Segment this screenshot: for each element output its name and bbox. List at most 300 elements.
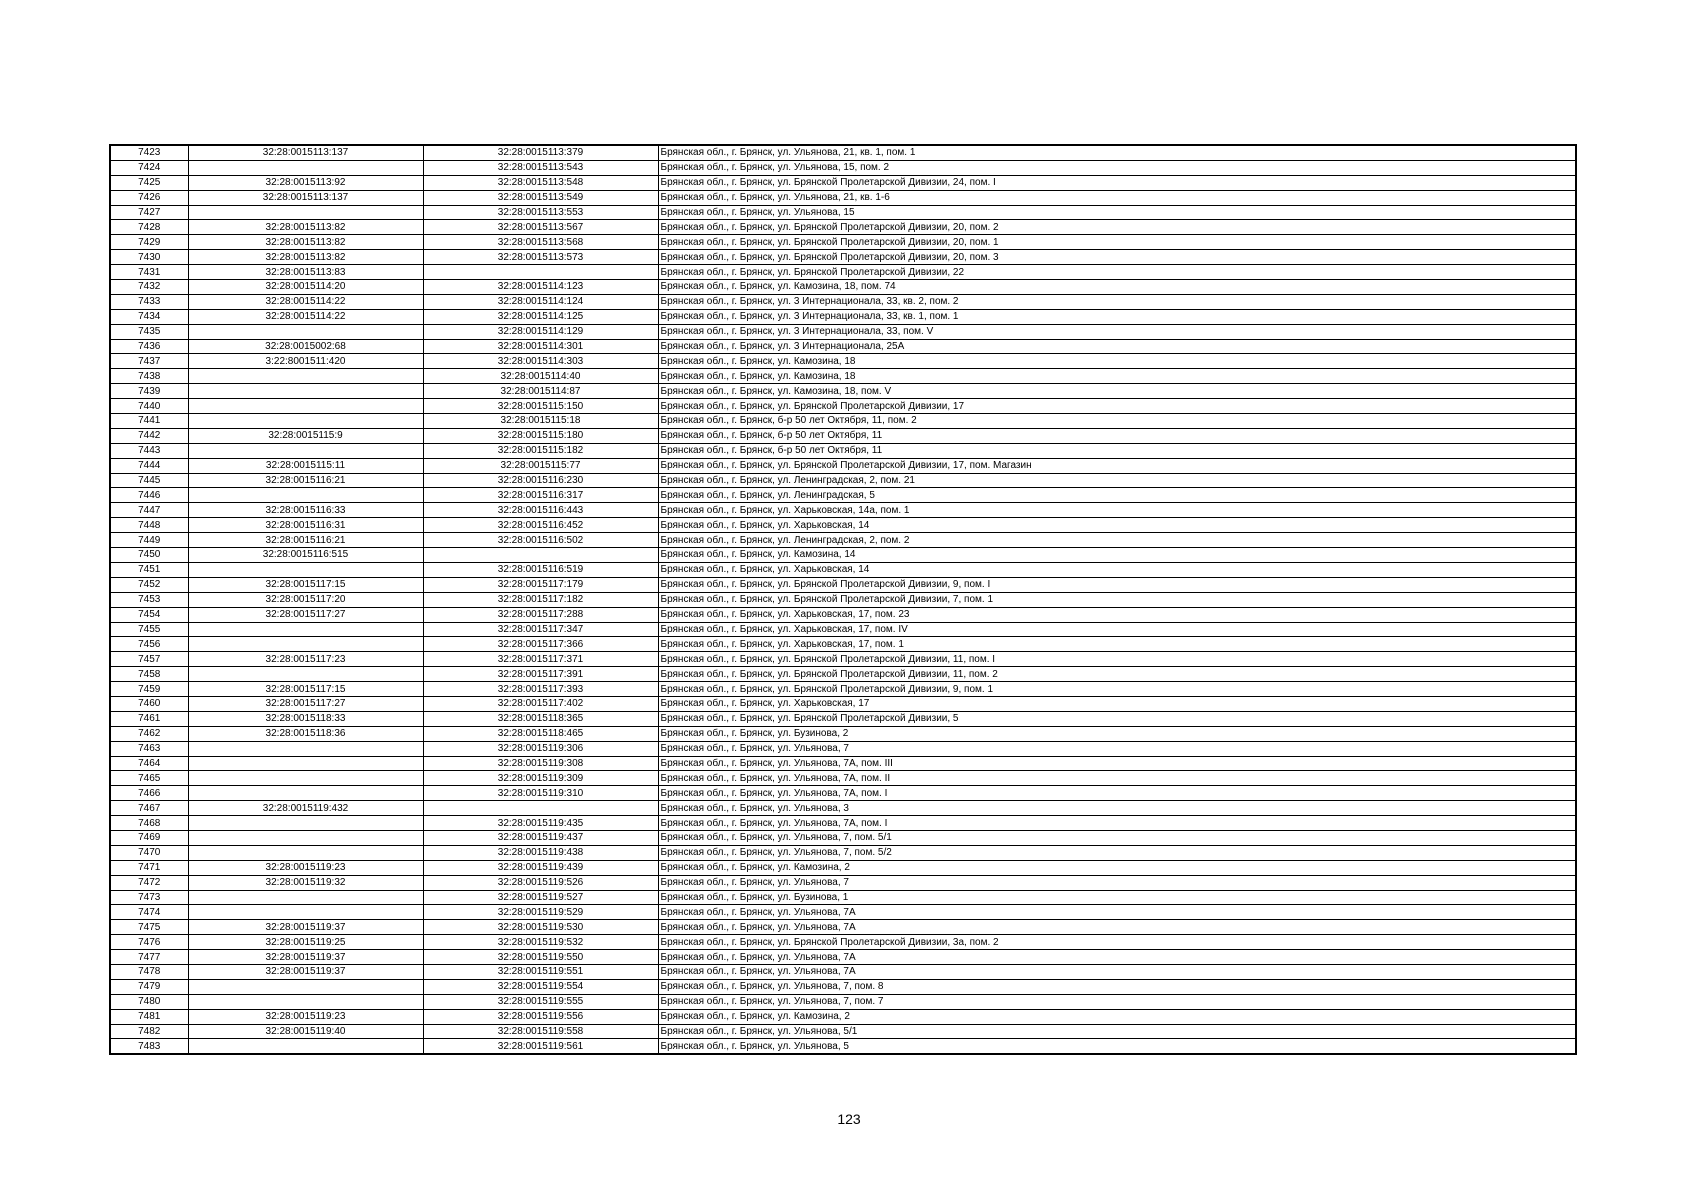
address-cell: Брянская обл., г. Брянск, ул. Харьковская, 17: [658, 696, 1576, 711]
cadastral-number-cell: 32:28:0015114:125: [423, 309, 658, 324]
table-row: [110, 280, 1576, 295]
address-cell: Брянская обл., г. Брянск, ул. 3 Интернационала, 33, пом. V: [658, 324, 1576, 339]
table-row: [110, 160, 1576, 175]
cadastral-number-cell: 32:28:0015117:288: [423, 607, 658, 622]
parent-cadastral-number-cell: [188, 622, 423, 637]
table-row: [110, 548, 1576, 563]
parent-cadastral-number-cell: 32:28:0015113:82: [188, 250, 423, 265]
cadastral-number-cell: 32:28:0015119:309: [423, 771, 658, 786]
row-number-cell: 7476: [110, 935, 188, 950]
table-row: [110, 771, 1576, 786]
parent-cadastral-number-cell: 32:28:0015115:11: [188, 458, 423, 473]
parent-cadastral-number-cell: [188, 994, 423, 1009]
parent-cadastral-number-cell: [188, 771, 423, 786]
parent-cadastral-number-cell: [188, 816, 423, 831]
row-number-cell: 7455: [110, 622, 188, 637]
cadastral-number-cell: 32:28:0015113:549: [423, 190, 658, 205]
table-row: [110, 726, 1576, 741]
row-number-cell: 7481: [110, 1009, 188, 1024]
cadastral-number-cell: 32:28:0015114:124: [423, 294, 658, 309]
table-row: [110, 458, 1576, 473]
table-row: [110, 577, 1576, 592]
registry-table: [109, 144, 1577, 1055]
cadastral-number-cell: 32:28:0015119:526: [423, 875, 658, 890]
table-row: [110, 1039, 1576, 1054]
cadastral-number-cell: 32:28:0015119:555: [423, 994, 658, 1009]
cadastral-number-cell: 32:28:0015119:532: [423, 935, 658, 950]
table-row: [110, 294, 1576, 309]
parent-cadastral-number-cell: 32:28:0015119:23: [188, 1009, 423, 1024]
row-number-cell: 7469: [110, 830, 188, 845]
table-row: [110, 801, 1576, 816]
address-cell: Брянская обл., г. Брянск, б-р 50 лет Октября, 11: [658, 428, 1576, 443]
address-cell: Брянская обл., г. Брянск, ул. Камозина, 18: [658, 354, 1576, 369]
address-cell: Брянская обл., г. Брянск, ул. 3 Интернационала, 33, кв. 2, пом. 2: [658, 294, 1576, 309]
cadastral-number-cell: 32:28:0015114:303: [423, 354, 658, 369]
parent-cadastral-number-cell: 3:22:8001511:420: [188, 354, 423, 369]
address-cell: Брянская обл., г. Брянск, ул. Ленинградская, 2, пом. 21: [658, 473, 1576, 488]
address-cell: Брянская обл., г. Брянск, ул. 3 Интернационала, 25А: [658, 339, 1576, 354]
address-cell: Брянская обл., г. Брянск, ул. Ульянова, 21, кв. 1-6: [658, 190, 1576, 205]
table-row: [110, 905, 1576, 920]
cadastral-number-cell: 32:28:0015116:230: [423, 473, 658, 488]
parent-cadastral-number-cell: [188, 488, 423, 503]
parent-cadastral-number-cell: [188, 443, 423, 458]
table-row: [110, 622, 1576, 637]
address-cell: Брянская обл., г. Брянск, ул. Брянской Пролетарской Дивизии, 9, пом. I: [658, 577, 1576, 592]
row-number-cell: 7438: [110, 369, 188, 384]
parent-cadastral-number-cell: 32:28:0015117:20: [188, 592, 423, 607]
table-row: [110, 890, 1576, 905]
address-cell: Брянская обл., г. Брянск, ул. Камозина, 2: [658, 1009, 1576, 1024]
address-cell: Брянская обл., г. Брянск, ул. Брянской Пролетарской Дивизии, 11, пом. 2: [658, 667, 1576, 682]
table-row: [110, 473, 1576, 488]
parent-cadastral-number-cell: 32:28:0015117:15: [188, 682, 423, 697]
parent-cadastral-number-cell: 32:28:0015114:22: [188, 309, 423, 324]
cadastral-number-cell: 32:28:0015113:548: [423, 175, 658, 190]
address-cell: Брянская обл., г. Брянск, ул. Камозина, 14: [658, 548, 1576, 563]
address-cell: Брянская обл., г. Брянск, ул. Харьковская, 17, пом. IV: [658, 622, 1576, 637]
address-cell: Брянская обл., г. Брянск, ул. Бузинова, 2: [658, 726, 1576, 741]
address-cell: Брянская обл., г. Брянск, ул. Брянской Пролетарской Дивизии, 17: [658, 399, 1576, 414]
table-row: [110, 964, 1576, 979]
cadastral-number-cell: 32:28:0015113:379: [423, 145, 658, 160]
address-cell: Брянская обл., г. Брянск, ул. Брянской Пролетарской Дивизии, 22: [658, 265, 1576, 280]
row-number-cell: 7448: [110, 518, 188, 533]
row-number-cell: 7454: [110, 607, 188, 622]
cadastral-number-cell: 32:28:0015116:502: [423, 533, 658, 548]
parent-cadastral-number-cell: [188, 1039, 423, 1054]
cadastral-number-cell: 32:28:0015117:371: [423, 652, 658, 667]
address-cell: Брянская обл., г. Брянск, ул. Харьковская, 14а, пом. 1: [658, 503, 1576, 518]
parent-cadastral-number-cell: [188, 786, 423, 801]
table-row: [110, 950, 1576, 965]
address-cell: Брянская обл., г. Брянск, ул. Камозина, 18, пом. V: [658, 384, 1576, 399]
table-row: [110, 592, 1576, 607]
cadastral-number-cell: 32:28:0015113:567: [423, 220, 658, 235]
address-cell: Брянская обл., г. Брянск, ул. Ульянова, 7А: [658, 920, 1576, 935]
row-number-cell: 7437: [110, 354, 188, 369]
cadastral-number-cell: 32:28:0015119:554: [423, 979, 658, 994]
cadastral-number-cell: 32:28:0015117:182: [423, 592, 658, 607]
address-cell: Брянская обл., г. Брянск, ул. Брянской Пролетарской Дивизии, 20, пом. 3: [658, 250, 1576, 265]
parent-cadastral-number-cell: 32:28:0015116:21: [188, 533, 423, 548]
row-number-cell: 7459: [110, 682, 188, 697]
cadastral-number-cell: 32:28:0015119:439: [423, 860, 658, 875]
parent-cadastral-number-cell: [188, 890, 423, 905]
row-number-cell: 7426: [110, 190, 188, 205]
row-number-cell: 7433: [110, 294, 188, 309]
parent-cadastral-number-cell: [188, 905, 423, 920]
row-number-cell: 7466: [110, 786, 188, 801]
cadastral-number-cell: 32:28:0015117:347: [423, 622, 658, 637]
table-row: [110, 935, 1576, 950]
table-row: [110, 250, 1576, 265]
cadastral-number-cell: 32:28:0015116:452: [423, 518, 658, 533]
cadastral-number-cell: 32:28:0015114:40: [423, 369, 658, 384]
row-number-cell: 7427: [110, 205, 188, 220]
address-cell: Брянская обл., г. Брянск, ул. Ульянова, 5: [658, 1039, 1576, 1054]
address-cell: Брянская обл., г. Брянск, ул. Ульянова, 7А: [658, 964, 1576, 979]
row-number-cell: 7483: [110, 1039, 188, 1054]
address-cell: Брянская обл., г. Брянск, ул. Брянской Пролетарской Дивизии, 20, пом. 2: [658, 220, 1576, 235]
parent-cadastral-number-cell: [188, 756, 423, 771]
parent-cadastral-number-cell: [188, 830, 423, 845]
row-number-cell: 7428: [110, 220, 188, 235]
cadastral-number-cell: [423, 548, 658, 563]
parent-cadastral-number-cell: 32:28:0015116:515: [188, 548, 423, 563]
cadastral-number-cell: 32:28:0015116:519: [423, 562, 658, 577]
row-number-cell: 7435: [110, 324, 188, 339]
address-cell: Брянская обл., г. Брянск, ул. Ульянова, 7, пом. 5/1: [658, 830, 1576, 845]
parent-cadastral-number-cell: 32:28:0015119:432: [188, 801, 423, 816]
parent-cadastral-number-cell: [188, 324, 423, 339]
table-row: [110, 235, 1576, 250]
address-cell: Брянская обл., г. Брянск, ул. Брянской Пролетарской Дивизии, 9, пом. 1: [658, 682, 1576, 697]
row-number-cell: 7447: [110, 503, 188, 518]
parent-cadastral-number-cell: 32:28:0015119:25: [188, 935, 423, 950]
table-row: [110, 414, 1576, 429]
parent-cadastral-number-cell: 32:28:0015119:37: [188, 950, 423, 965]
parent-cadastral-number-cell: [188, 667, 423, 682]
table-row: [110, 860, 1576, 875]
parent-cadastral-number-cell: 32:28:0015113:83: [188, 265, 423, 280]
address-cell: Брянская обл., г. Брянск, ул. Брянской Пролетарской Дивизии, 7, пом. 1: [658, 592, 1576, 607]
address-cell: Брянская обл., г. Брянск, ул. Ульянова, 3: [658, 801, 1576, 816]
cadastral-number-cell: 32:28:0015119:308: [423, 756, 658, 771]
cadastral-number-cell: 32:28:0015117:393: [423, 682, 658, 697]
parent-cadastral-number-cell: 32:28:0015113:92: [188, 175, 423, 190]
table-row: [110, 562, 1576, 577]
address-cell: Брянская обл., г. Брянск, ул. Ульянова, 7: [658, 741, 1576, 756]
cadastral-number-cell: 32:28:0015114:123: [423, 280, 658, 295]
cadastral-number-cell: 32:28:0015117:402: [423, 696, 658, 711]
table-row: [110, 741, 1576, 756]
address-cell: Брянская обл., г. Брянск, ул. Брянской Пролетарской Дивизии, 11, пом. I: [658, 652, 1576, 667]
parent-cadastral-number-cell: [188, 160, 423, 175]
address-cell: Брянская обл., г. Брянск, ул. Брянской Пролетарской Дивизии, 3а, пом. 2: [658, 935, 1576, 950]
address-cell: Брянская обл., г. Брянск, ул. Ульянова, 7А: [658, 905, 1576, 920]
address-cell: Брянская обл., г. Брянск, ул. Ульянова, 7, пом. 5/2: [658, 845, 1576, 860]
page-number: 123: [837, 1111, 861, 1127]
cadastral-number-cell: [423, 265, 658, 280]
row-number-cell: 7432: [110, 280, 188, 295]
row-number-cell: 7458: [110, 667, 188, 682]
table-row: [110, 816, 1576, 831]
cadastral-number-cell: 32:28:0015117:366: [423, 637, 658, 652]
address-cell: Брянская обл., г. Брянск, ул. Ульянова, 7, пом. 7: [658, 994, 1576, 1009]
cadastral-number-cell: 32:28:0015119:561: [423, 1039, 658, 1054]
parent-cadastral-number-cell: [188, 369, 423, 384]
parent-cadastral-number-cell: 32:28:0015117:23: [188, 652, 423, 667]
table-row: [110, 607, 1576, 622]
parent-cadastral-number-cell: 32:28:0015118:33: [188, 711, 423, 726]
table-row: [110, 979, 1576, 994]
cadastral-number-cell: 32:28:0015119:529: [423, 905, 658, 920]
table-row: [110, 1024, 1576, 1039]
table-row: [110, 369, 1576, 384]
row-number-cell: 7444: [110, 458, 188, 473]
cadastral-number-cell: 32:28:0015116:317: [423, 488, 658, 503]
cadastral-number-cell: 32:28:0015119:550: [423, 950, 658, 965]
table-row: [110, 682, 1576, 697]
table-row: [110, 711, 1576, 726]
address-cell: Брянская обл., г. Брянск, ул. Камозина, 2: [658, 860, 1576, 875]
table-row: [110, 265, 1576, 280]
address-cell: Брянская обл., г. Брянск, ул. Харьковская, 14: [658, 562, 1576, 577]
cadastral-number-cell: 32:28:0015114:301: [423, 339, 658, 354]
parent-cadastral-number-cell: 32:28:0015117:27: [188, 607, 423, 622]
cadastral-number-cell: 32:28:0015114:129: [423, 324, 658, 339]
row-number-cell: 7474: [110, 905, 188, 920]
row-number-cell: 7452: [110, 577, 188, 592]
row-number-cell: 7479: [110, 979, 188, 994]
row-number-cell: 7434: [110, 309, 188, 324]
address-cell: Брянская обл., г. Брянск, ул. Ульянова, 7А: [658, 950, 1576, 965]
cadastral-number-cell: 32:28:0015119:551: [423, 964, 658, 979]
parent-cadastral-number-cell: [188, 562, 423, 577]
cadastral-number-cell: 32:28:0015119:530: [423, 920, 658, 935]
address-cell: Брянская обл., г. Брянск, ул. Ульянова, 7А, пом. I: [658, 786, 1576, 801]
row-number-cell: 7460: [110, 696, 188, 711]
parent-cadastral-number-cell: 32:28:0015117:15: [188, 577, 423, 592]
address-cell: Брянская обл., г. Брянск, б-р 50 лет Октября, 11, пом. 2: [658, 414, 1576, 429]
cadastral-number-cell: 32:28:0015115:180: [423, 428, 658, 443]
cadastral-number-cell: 32:28:0015118:365: [423, 711, 658, 726]
address-cell: Брянская обл., г. Брянск, ул. Ульянова, 7: [658, 875, 1576, 890]
address-cell: Брянская обл., г. Брянск, ул. Камозина, 18, пом. 74: [658, 280, 1576, 295]
row-number-cell: 7446: [110, 488, 188, 503]
table-row: [110, 845, 1576, 860]
address-cell: Брянская обл., г. Брянск, ул. Ульянова, 7А, пом. I: [658, 816, 1576, 831]
parent-cadastral-number-cell: 32:28:0015113:137: [188, 190, 423, 205]
cadastral-number-cell: 32:28:0015119:310: [423, 786, 658, 801]
cadastral-number-cell: 32:28:0015119:437: [423, 830, 658, 845]
table-row: [110, 696, 1576, 711]
parent-cadastral-number-cell: 32:28:0015116:33: [188, 503, 423, 518]
table-row: [110, 399, 1576, 414]
parent-cadastral-number-cell: 32:28:0015116:31: [188, 518, 423, 533]
parent-cadastral-number-cell: 32:28:0015113:82: [188, 220, 423, 235]
row-number-cell: 7482: [110, 1024, 188, 1039]
row-number-cell: 7470: [110, 845, 188, 860]
row-number-cell: 7465: [110, 771, 188, 786]
cadastral-number-cell: 32:28:0015115:18: [423, 414, 658, 429]
row-number-cell: 7478: [110, 964, 188, 979]
address-cell: Брянская обл., г. Брянск, ул. Ульянова, 5/1: [658, 1024, 1576, 1039]
cadastral-number-cell: 32:28:0015113:543: [423, 160, 658, 175]
table-row: [110, 652, 1576, 667]
table-row: [110, 667, 1576, 682]
row-number-cell: 7423: [110, 145, 188, 160]
address-cell: Брянская обл., г. Брянск, ул. Харьковская, 17, пом. 23: [658, 607, 1576, 622]
table-row: [110, 220, 1576, 235]
cadastral-number-cell: 32:28:0015117:391: [423, 667, 658, 682]
address-cell: Брянская обл., г. Брянск, ул. Ульянова, 7, пом. 8: [658, 979, 1576, 994]
address-cell: Брянская обл., г. Брянск, ул. Камозина, 18: [658, 369, 1576, 384]
address-cell: Брянская обл., г. Брянск, ул. Ленинградская, 2, пом. 2: [658, 533, 1576, 548]
address-cell: Брянская обл., г. Брянск, ул. Харьковская, 14: [658, 518, 1576, 533]
address-cell: Брянская обл., г. Брянск, ул. Ульянова, 7А, пом. II: [658, 771, 1576, 786]
address-cell: Брянская обл., г. Брянск, ул. Бузинова, 1: [658, 890, 1576, 905]
parent-cadastral-number-cell: 32:28:0015117:27: [188, 696, 423, 711]
table-row: [110, 875, 1576, 890]
cadastral-number-cell: 32:28:0015115:150: [423, 399, 658, 414]
table-row: [110, 637, 1576, 652]
table-row: [110, 339, 1576, 354]
row-number-cell: 7436: [110, 339, 188, 354]
table-row: [110, 205, 1576, 220]
row-number-cell: 7456: [110, 637, 188, 652]
row-number-cell: 7477: [110, 950, 188, 965]
parent-cadastral-number-cell: [188, 205, 423, 220]
table-row: [110, 443, 1576, 458]
parent-cadastral-number-cell: [188, 979, 423, 994]
row-number-cell: 7464: [110, 756, 188, 771]
row-number-cell: 7442: [110, 428, 188, 443]
address-cell: Брянская обл., г. Брянск, ул. Ульянова, 21, кв. 1, пом. 1: [658, 145, 1576, 160]
cadastral-number-cell: 32:28:0015119:306: [423, 741, 658, 756]
cadastral-number-cell: 32:28:0015119:556: [423, 1009, 658, 1024]
cadastral-number-cell: 32:28:0015119:558: [423, 1024, 658, 1039]
address-cell: Брянская обл., г. Брянск, ул. Брянской Пролетарской Дивизии, 20, пом. 1: [658, 235, 1576, 250]
parent-cadastral-number-cell: 32:28:0015118:36: [188, 726, 423, 741]
address-cell: Брянская обл., г. Брянск, ул. Брянской Пролетарской Дивизии, 17, пом. Магазин: [658, 458, 1576, 473]
parent-cadastral-number-cell: 32:28:0015114:22: [188, 294, 423, 309]
row-number-cell: 7457: [110, 652, 188, 667]
row-number-cell: 7453: [110, 592, 188, 607]
row-number-cell: 7449: [110, 533, 188, 548]
address-cell: Брянская обл., г. Брянск, ул. Ульянова, 7А, пом. III: [658, 756, 1576, 771]
row-number-cell: 7424: [110, 160, 188, 175]
table-row: [110, 309, 1576, 324]
row-number-cell: 7475: [110, 920, 188, 935]
table-row: [110, 994, 1576, 1009]
cadastral-number-cell: 32:28:0015115:182: [423, 443, 658, 458]
table-row: [110, 428, 1576, 443]
table-row: [110, 786, 1576, 801]
parent-cadastral-number-cell: 32:28:0015119:40: [188, 1024, 423, 1039]
row-number-cell: 7467: [110, 801, 188, 816]
parent-cadastral-number-cell: 32:28:0015116:21: [188, 473, 423, 488]
address-cell: Брянская обл., г. Брянск, ул. 3 Интернационала, 33, кв. 1, пом. 1: [658, 309, 1576, 324]
row-number-cell: 7471: [110, 860, 188, 875]
row-number-cell: 7451: [110, 562, 188, 577]
row-number-cell: 7463: [110, 741, 188, 756]
row-number-cell: 7441: [110, 414, 188, 429]
table-row: [110, 324, 1576, 339]
parent-cadastral-number-cell: 32:28:0015119:37: [188, 964, 423, 979]
row-number-cell: 7443: [110, 443, 188, 458]
parent-cadastral-number-cell: [188, 741, 423, 756]
row-number-cell: 7440: [110, 399, 188, 414]
address-cell: Брянская обл., г. Брянск, ул. Брянской Пролетарской Дивизии, 24, пом. I: [658, 175, 1576, 190]
parent-cadastral-number-cell: [188, 384, 423, 399]
row-number-cell: 7472: [110, 875, 188, 890]
address-cell: Брянская обл., г. Брянск, ул. Ульянова, 15, пом. 2: [658, 160, 1576, 175]
address-cell: Брянская обл., г. Брянск, б-р 50 лет Октября, 11: [658, 443, 1576, 458]
parent-cadastral-number-cell: [188, 845, 423, 860]
table-row: [110, 354, 1576, 369]
table-row: [110, 920, 1576, 935]
cadastral-number-cell: 32:28:0015113:553: [423, 205, 658, 220]
table-row: [110, 488, 1576, 503]
row-number-cell: 7462: [110, 726, 188, 741]
cadastral-number-cell: 32:28:0015115:77: [423, 458, 658, 473]
parent-cadastral-number-cell: 32:28:0015119:37: [188, 920, 423, 935]
address-cell: Брянская обл., г. Брянск, ул. Ленинградская, 5: [658, 488, 1576, 503]
table-row: [110, 175, 1576, 190]
parent-cadastral-number-cell: 32:28:0015115:9: [188, 428, 423, 443]
row-number-cell: 7429: [110, 235, 188, 250]
parent-cadastral-number-cell: 32:28:0015119:23: [188, 860, 423, 875]
cadastral-number-cell: 32:28:0015117:179: [423, 577, 658, 592]
parent-cadastral-number-cell: [188, 414, 423, 429]
row-number-cell: 7445: [110, 473, 188, 488]
address-cell: Брянская обл., г. Брянск, ул. Ульянова, 15: [658, 205, 1576, 220]
row-number-cell: 7480: [110, 994, 188, 1009]
table-row: [110, 145, 1576, 160]
parent-cadastral-number-cell: 32:28:0015113:137: [188, 145, 423, 160]
row-number-cell: 7439: [110, 384, 188, 399]
registry-table-body: [110, 145, 1576, 1054]
row-number-cell: 7425: [110, 175, 188, 190]
table-row: [110, 190, 1576, 205]
table-row: [110, 830, 1576, 845]
cadastral-number-cell: 32:28:0015119:438: [423, 845, 658, 860]
cadastral-number-cell: 32:28:0015119:527: [423, 890, 658, 905]
cadastral-number-cell: 32:28:0015113:568: [423, 235, 658, 250]
cadastral-number-cell: 32:28:0015114:87: [423, 384, 658, 399]
cadastral-number-cell: 32:28:0015118:465: [423, 726, 658, 741]
cadastral-number-cell: 32:28:0015116:443: [423, 503, 658, 518]
table-row: [110, 756, 1576, 771]
table-row: [110, 503, 1576, 518]
parent-cadastral-number-cell: [188, 637, 423, 652]
row-number-cell: 7461: [110, 711, 188, 726]
row-number-cell: 7468: [110, 816, 188, 831]
parent-cadastral-number-cell: 32:28:0015113:82: [188, 235, 423, 250]
parent-cadastral-number-cell: 32:28:0015002:68: [188, 339, 423, 354]
cadastral-number-cell: 32:28:0015113:573: [423, 250, 658, 265]
row-number-cell: 7430: [110, 250, 188, 265]
parent-cadastral-number-cell: 32:28:0015114:20: [188, 280, 423, 295]
parent-cadastral-number-cell: [188, 399, 423, 414]
table-row: [110, 518, 1576, 533]
parent-cadastral-number-cell: 32:28:0015119:32: [188, 875, 423, 890]
table-row: [110, 533, 1576, 548]
cadastral-number-cell: [423, 801, 658, 816]
